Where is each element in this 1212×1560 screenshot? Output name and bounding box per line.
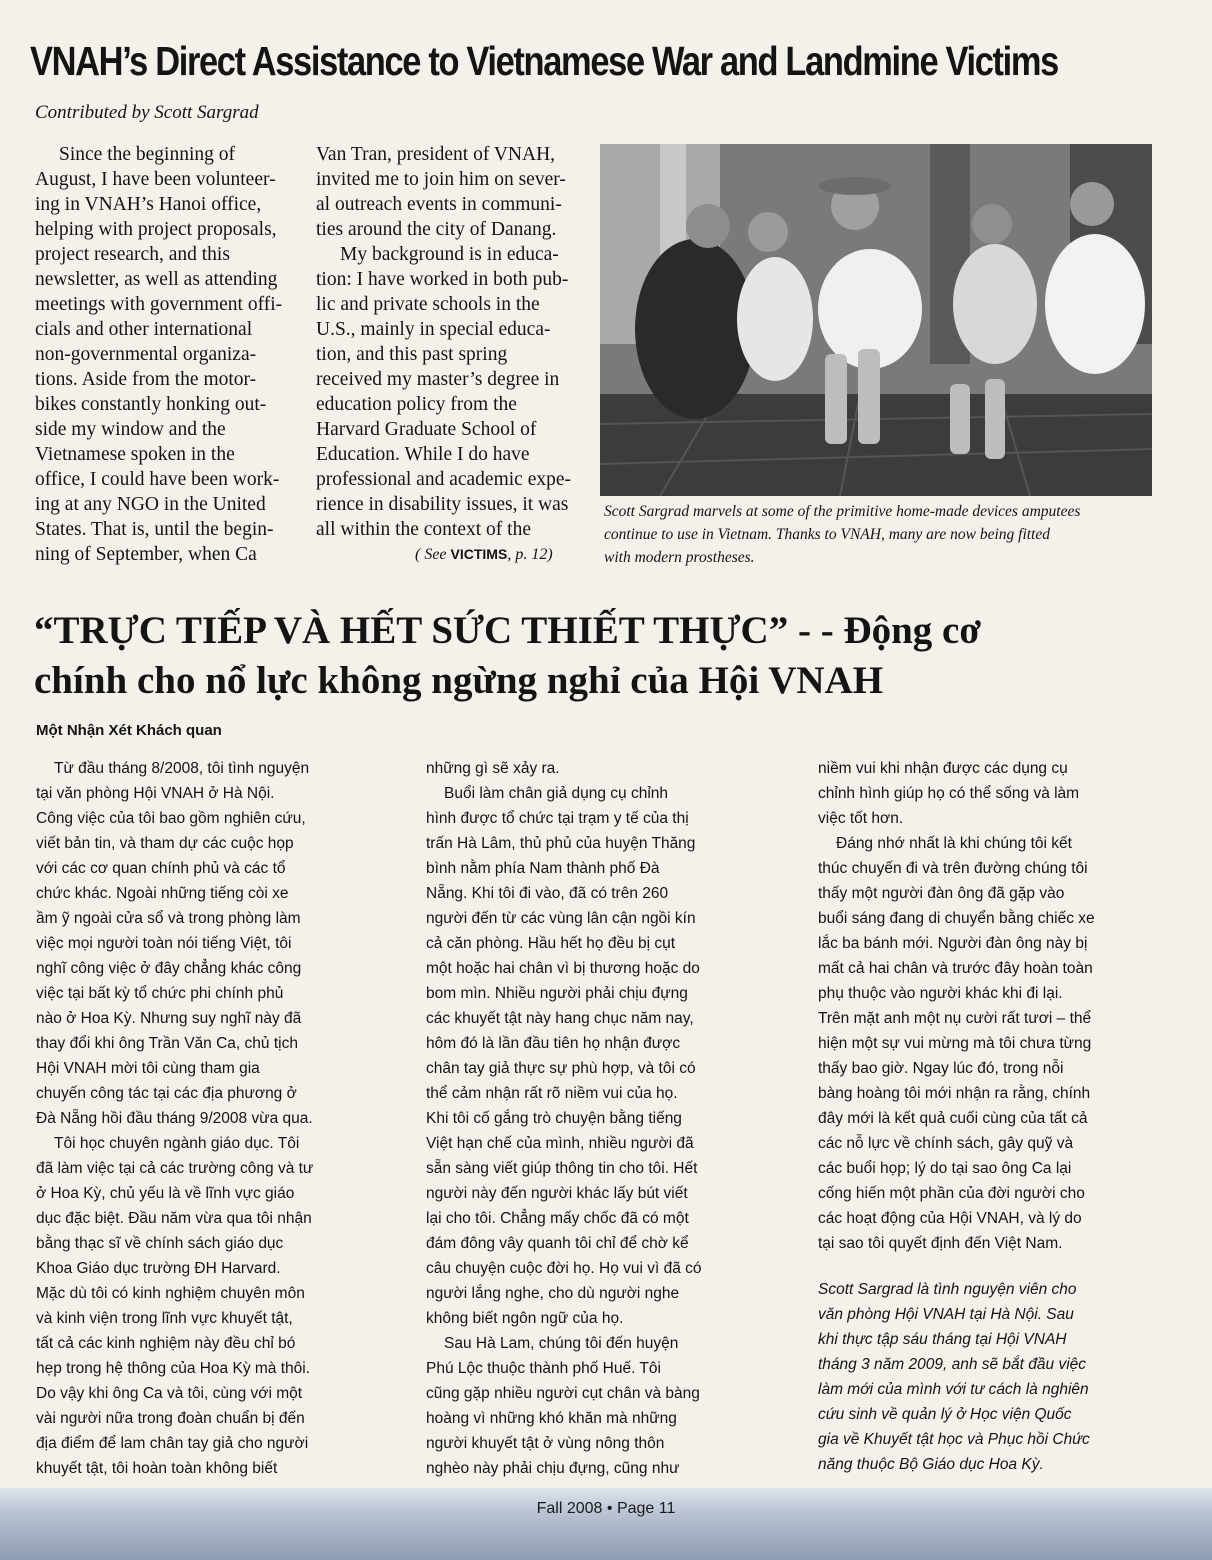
en-column-2	[316, 142, 591, 542]
text-line: U.S., mainly in special educa-	[316, 319, 551, 340]
text-line: lic and private schools in the	[316, 294, 540, 315]
text-line: hoàng vì những khó khăn mà những	[426, 1410, 677, 1427]
text-line: Phú Lộc thuộc thành phố Huế. Tôi	[426, 1360, 661, 1377]
text-line: Khi tôi cố gắng trò chuyện bằng tiếng	[426, 1110, 682, 1127]
text-line: khi thực tập sáu tháng tại Hội VNAH	[818, 1331, 1067, 1348]
text-line: khuyết tật, tôi hoàn toàn không biết	[36, 1460, 278, 1477]
text-line: người đến từ các vùng lân cận ngồi kín	[426, 910, 696, 927]
text-line: đám đông vây quanh tôi chỉ để chờ kể	[426, 1235, 689, 1252]
text-line: non-governmental organiza-	[35, 344, 257, 365]
title-vi-line-1: “TRỰC TIẾP VÀ HẾT SỨC THIẾT THỰC” - - Động cơ	[34, 609, 981, 652]
text-line: thúc chuyến đi và trên đường chúng tôi	[818, 860, 1088, 877]
text-line: vài người nữa trong đoàn chuẩn bị đến	[36, 1410, 305, 1427]
text-line: chức khác. Ngoài những tiếng còi xe	[36, 885, 289, 902]
text-line: My background is in educa-	[340, 244, 559, 265]
text-line: newsletter, as well as attending	[35, 269, 278, 290]
text-line: với các cơ quan chính phủ và các tổ	[36, 860, 286, 877]
text-line: người khuyết tật ở vùng nông thôn	[426, 1435, 665, 1452]
text-line: office, I could have been work-	[35, 469, 280, 490]
text-line: side my window and the	[35, 419, 226, 440]
text-line: rience in disability issues, it was	[316, 494, 569, 515]
vi-col1-para-1	[36, 756, 396, 1131]
text-line: hiện một sự vui mừng mà tôi chưa từng	[818, 1035, 1092, 1052]
text-line: ing at any NGO in the United	[35, 494, 266, 515]
text-line: Harvard Graduate School of	[316, 419, 537, 440]
text-line: Khoa Giáo dục trường ĐH Harvard.	[36, 1260, 281, 1277]
footer-band	[0, 1488, 1212, 1560]
text-line: nào ở Hoa Kỳ. Nhưng suy nghĩ này đã	[36, 1010, 302, 1027]
text-line: buổi sáng đang di chuyển bằng chiếc xe	[818, 910, 1095, 927]
text-line: cả căn phòng. Hầu hết họ đều bị cụt	[426, 935, 676, 952]
text-line: làm mới của mình với tư cách là nghiên	[818, 1381, 1089, 1398]
text-line: gia về Khuyết tật học và Phục hồi Chức	[818, 1431, 1090, 1448]
text-line: ties around the city of Danang.	[316, 219, 557, 240]
text-line: Đáng nhớ nhất là khi chúng tôi kết	[836, 835, 1072, 852]
see-word: VICTIMS	[450, 546, 508, 562]
text-line: thay đổi khi ông Trần Văn Ca, chủ tịch	[36, 1035, 298, 1052]
text-line: cứu sinh về quản lý ở Học viện Quốc	[818, 1406, 1072, 1423]
byline: Contributed by Scott Sargrad	[35, 102, 259, 123]
vi-col3-para-2	[818, 831, 1188, 1256]
text-line: không biết ngôn ngữ của họ.	[426, 1310, 624, 1327]
photo-caption	[604, 500, 1164, 569]
vi-col2-para-1	[426, 756, 792, 781]
text-line: hình được tổ chức tại trạm y tế của thị	[426, 810, 689, 827]
text-line: năng thuộc Bộ Giáo dục Hoa Kỳ.	[818, 1456, 1044, 1473]
vi-col2-para-3	[426, 1331, 792, 1481]
text-line: States. That is, until the begin-	[35, 519, 274, 540]
text-line: dục đặc biệt. Đầu năm vừa qua tôi nhận	[36, 1210, 312, 1227]
text-line: Scott Sargrad là tình nguyện viên cho	[818, 1281, 1077, 1298]
text-line: Nẵng. Khi tôi đi vào, đã có trên 260	[426, 885, 669, 902]
text-line: lắc ba bánh mới. Người đàn ông này bị	[818, 935, 1088, 952]
text-line: Buổi làm chân giả dụng cụ chỉnh	[444, 785, 669, 802]
text-line: Mặc dù tôi có kinh nghiệm chuyên môn	[36, 1285, 305, 1302]
text-line: Education. While I do have	[316, 444, 530, 465]
text-line: địa điểm để lam chân tay giả cho người	[36, 1435, 309, 1452]
en-column-2-para-a	[316, 142, 591, 242]
text-line: và kinh viện trong lĩnh vực khuyết tật,	[36, 1310, 293, 1327]
text-line: những gì sẽ xảy ra.	[426, 760, 560, 777]
text-line: người này đến người khác lấy bút viết	[426, 1185, 688, 1202]
text-line: các nỗ lực về chính sách, gây quỹ và	[818, 1135, 1074, 1152]
author-note	[818, 1277, 1188, 1477]
text-line: Từ đầu tháng 8/2008, tôi tình nguyện	[54, 760, 310, 777]
text-line: phụ thuộc vào người khác khi đi lại.	[818, 985, 1063, 1002]
text-line: một hoặc hai chân vì bị thương hoặc do	[426, 960, 700, 977]
text-line: văn phòng Hội VNAH tại Hà Nội. Sau	[818, 1306, 1074, 1323]
text-line: hôm đó là lần đầu tiên họ nhận được	[426, 1035, 681, 1052]
text-line: Tôi học chuyên ngành giáo dục. Tôi	[54, 1135, 300, 1152]
see-close: , p. 12)	[507, 546, 553, 563]
vi-col2-para-2	[426, 781, 792, 1331]
text-line: nghĩ công việc ở đây chẳng khác công	[36, 960, 302, 977]
vi-column-1	[36, 756, 396, 1481]
text-line: Since the beginning of	[59, 144, 236, 165]
text-line: professional and academic expe-	[316, 469, 572, 490]
vi-col1-para-2	[36, 1131, 396, 1481]
text-line: tion: I have worked in both pub-	[316, 269, 569, 290]
text-line: continue to use in Vietnam. Thanks to VNAH, many are now being fitted	[604, 526, 1050, 543]
text-line: tại sao tôi quyết định đến Việt Nam.	[818, 1235, 1063, 1252]
text-line: bình nằm phía Nam thành phố Đà	[426, 860, 660, 877]
text-line: with modern prostheses.	[604, 549, 755, 566]
text-line: người lắng nghe, cho dù người nghe	[426, 1285, 680, 1302]
see-open: ( See	[415, 546, 451, 563]
text-line: chuyến công tác tại các địa phương ở	[36, 1085, 297, 1102]
title-vi-line-2: chính cho nổ lực không ngừng nghỉ của Hội VNAH	[34, 659, 884, 702]
text-line: các buổi họp; lý do tại sao ông Ca lại	[818, 1160, 1072, 1177]
text-line: việc mọi người toàn nói tiếng Việt, tôi	[36, 935, 292, 952]
text-line: thể cảm nhận rất rõ niềm vui của họ.	[426, 1085, 678, 1102]
vi-column-3	[818, 756, 1188, 1477]
text-line: viết bản tin, và tham dự các cuộc họp	[36, 835, 294, 852]
article-title-en: VNAH’s Direct Assistance to Vietnamese War and Landmine Victims	[30, 38, 1058, 84]
text-line: ầm ỹ ngoài cửa sổ và trong phòng làm	[36, 910, 301, 927]
continued-reference	[415, 543, 553, 566]
text-line: thấy bao giờ. Ngay lúc đó, trong nỗi	[818, 1060, 1064, 1077]
text-line: August, I have been volunteer-	[35, 169, 276, 190]
text-line: cũng gặp nhiều người cụt chân và bàng	[426, 1385, 700, 1402]
text-line: meetings with government offi-	[35, 294, 283, 315]
text-line: bom mìn. Nhiều người phải chịu đựng	[426, 985, 688, 1002]
text-line: các hoạt động của Hội VNAH, và lý do	[818, 1210, 1082, 1227]
text-line: thấy một người đàn ông đã gặp vào	[818, 885, 1065, 902]
text-line: tháng 3 năm 2009, anh sẽ bắt đầu việc	[818, 1356, 1087, 1373]
text-line: việc tốt hơn.	[818, 810, 904, 827]
text-line: chân tay giả thực sự phù hợp, và tôi có	[426, 1060, 696, 1077]
text-line: education policy from the	[316, 394, 517, 415]
text-line: đã làm việc tại cả các trường công và tư	[36, 1160, 314, 1177]
text-line: đây mới là kết quả cuối cùng của tất cả	[818, 1110, 1088, 1127]
text-line: tions. Aside from the motor-	[35, 369, 257, 390]
text-line: Việt hạn chế của mình, nhiều người đã	[426, 1135, 694, 1152]
text-line: received my master’s degree in	[316, 369, 560, 390]
text-line: Vietnamese spoken in the	[35, 444, 235, 465]
text-line: bằng thạc sĩ về chính sách giáo dục	[36, 1235, 284, 1252]
text-line: nghèo này phải chịu đựng, cũng như	[426, 1460, 680, 1477]
page-footer: Fall 2008 • Page 11	[536, 1500, 676, 1517]
text-line: Công việc của tôi bao gồm nghiên cứu,	[36, 810, 306, 827]
text-line: cống hiến một phần của đời người cho	[818, 1185, 1085, 1202]
article-subhead-vi: Một Nhận Xét Khách quan	[36, 722, 222, 739]
text-line: Hội VNAH mời tôi cùng tham gia	[36, 1060, 260, 1077]
text-line: bikes constantly honking out-	[35, 394, 267, 415]
text-line: al outreach events in communi-	[316, 194, 562, 215]
en-column-1-text	[35, 142, 297, 567]
vi-col3-para-1	[818, 756, 1188, 831]
article-title-vi	[34, 606, 1194, 706]
text-line: project research, and this	[35, 244, 230, 265]
text-line: Do vậy khi ông Ca và tôi, cùng với một	[36, 1385, 303, 1402]
text-line: sẵn sàng viết giúp thông tin cho tôi. Hết	[426, 1160, 698, 1177]
text-line: bàng hoàng tôi mới nhận ra rằng, chính	[818, 1085, 1091, 1102]
text-line: ing in VNAH’s Hanoi office,	[35, 194, 262, 215]
text-line: hẹp trong hệ thông của Hoa Kỳ mà thôi.	[36, 1360, 311, 1377]
en-column-1	[35, 142, 297, 567]
text-line: trấn Hà Lâm, thủ phủ của huyện Thăng	[426, 835, 696, 852]
vi-column-2	[426, 756, 792, 1481]
text-line: helping with project proposals,	[35, 219, 277, 240]
text-line: Sau Hà Lam, chúng tôi đến huyện	[444, 1335, 679, 1352]
text-line: tại văn phòng Hội VNAH ở Hà Nội.	[36, 785, 275, 802]
text-line: ở Hoa Kỳ, chủ yếu là về lĩnh vực giáo	[36, 1185, 295, 1202]
text-line: lại cho tôi. Chẳng mấy chốc đã có một	[426, 1210, 689, 1227]
text-line: invited me to join him on sever-	[316, 169, 566, 190]
text-line: ning of September, when Ca	[35, 544, 257, 565]
text-line: việc tại bất kỳ tổ chức phi chính phủ	[36, 985, 284, 1002]
en-column-2-para-b	[316, 242, 591, 542]
text-line: tion, and this past spring	[316, 344, 508, 365]
text-line: niềm vui khi nhận được các dụng cụ	[818, 760, 1068, 777]
text-line: Trên mặt anh một nụ cười rất tươi – thể	[818, 1010, 1092, 1027]
text-line: mất cả hai chân và trước đây hoàn toàn	[818, 960, 1093, 977]
text-line: cials and other international	[35, 319, 253, 340]
text-line: các khuyết tật này hang chục năm nay,	[426, 1010, 694, 1027]
text-line: Van Tran, president of VNAH,	[316, 144, 556, 165]
text-line: câu chuyện cuộc đời họ. Họ vui vì đã có	[426, 1260, 702, 1277]
article-photo	[600, 144, 1152, 496]
text-line: tất cả các kinh nghiệm này đều chỉ bó	[36, 1335, 296, 1352]
text-line: Scott Sargrad marvels at some of the primitive home-made devices amputees	[604, 503, 1081, 520]
photo-illustration	[600, 144, 1152, 496]
text-line: all within the context of the	[316, 519, 531, 540]
text-line: Đà Nẵng hồi đầu tháng 9/2008 vừa qua.	[36, 1110, 313, 1127]
text-line: chỉnh hình giúp họ có thể sống và làm	[818, 785, 1080, 802]
